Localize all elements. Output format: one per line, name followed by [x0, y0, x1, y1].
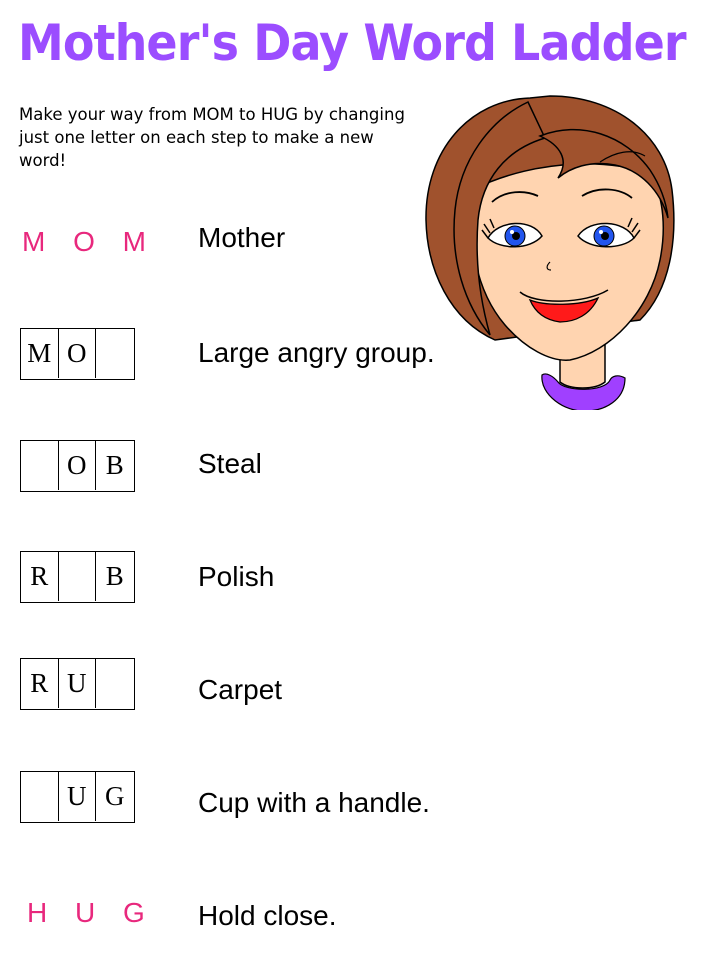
clue-polish: Polish: [198, 561, 275, 592]
letter-box[interactable]: R: [21, 659, 59, 708]
letter-box[interactable]: [59, 552, 97, 601]
clue-large-angry-group: Large angry group.: [198, 337, 435, 368]
letter-box[interactable]: M: [21, 329, 59, 378]
letter-boxes-step-3: [20, 440, 135, 492]
letter-box[interactable]: U: [59, 659, 97, 708]
clue-mother: Mother: [198, 222, 286, 253]
letter-box[interactable]: [96, 659, 134, 708]
letter-box[interactable]: [96, 329, 134, 378]
page-title: Mother's Day Word Ladder: [18, 14, 686, 72]
clue-carpet: Carpet: [198, 674, 283, 705]
letter-boxes-step-5: [20, 658, 135, 710]
letter-box[interactable]: G: [105, 781, 125, 811]
clue-steal: Steal: [198, 448, 262, 479]
mother-face-icon: [420, 90, 680, 410]
letter-boxes-step-6: [20, 771, 135, 823]
clue-cup-with-handle: Cup with a handle.: [198, 787, 430, 818]
letter-box[interactable]: O: [59, 441, 97, 490]
letter-box[interactable]: B: [105, 450, 124, 480]
letter-box[interactable]: U: [59, 772, 97, 821]
letter-boxes-step-4: [20, 551, 135, 603]
end-word: H U G: [27, 897, 155, 928]
letter-box[interactable]: O: [59, 329, 97, 378]
letter-box[interactable]: B: [105, 561, 124, 591]
letter-box[interactable]: [21, 441, 59, 490]
letter-box[interactable]: [21, 772, 59, 821]
start-word: M O M: [22, 226, 156, 257]
clue-hold-close: Hold close.: [198, 900, 337, 931]
letter-boxes-step-2: [20, 328, 135, 380]
letter-box[interactable]: R: [21, 552, 59, 601]
instructions-text: Make your way from MOM to HUG by changing just one letter on each step to make a new word!: [19, 105, 405, 170]
